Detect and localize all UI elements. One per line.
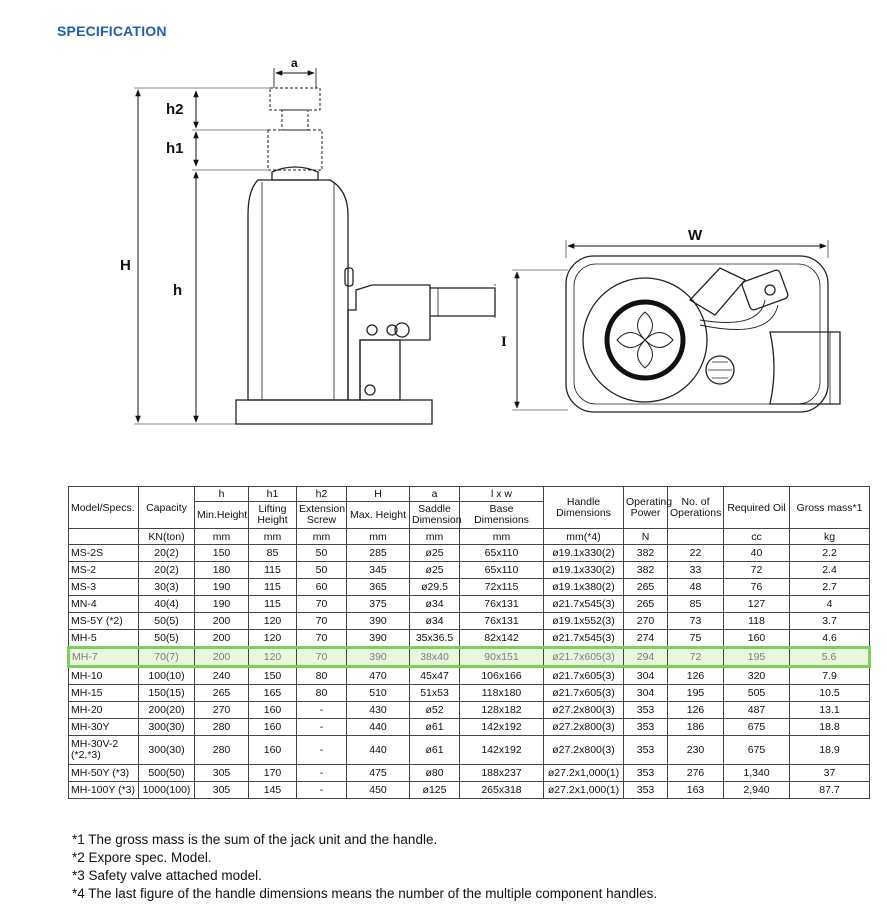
- header-symbol-h1: h1: [249, 487, 297, 502]
- footnote-2: *2 Expore spec. Model.: [72, 850, 212, 865]
- table-cell: 72: [668, 648, 724, 667]
- footnote-1: *1 The gross mass is the sum of the jack unit and the handle.: [72, 832, 438, 847]
- specification-table: [67, 486, 871, 799]
- table-cell: 7.9: [790, 667, 870, 685]
- header-row-symbols: [69, 487, 870, 502]
- table-cell: 126: [668, 667, 724, 685]
- unit-cell: KN(ton): [139, 529, 195, 545]
- table-row: [69, 736, 870, 765]
- unit-cell: kg: [790, 529, 870, 545]
- table-cell: 285: [347, 545, 410, 562]
- table-cell: 230: [668, 736, 724, 765]
- header-symbol-h2: h2: [297, 487, 347, 502]
- table-cell: 60: [297, 579, 347, 596]
- header-handle: Handle Dimensions: [544, 487, 624, 529]
- table-cell: 4.6: [790, 630, 870, 648]
- table-cell: 195: [668, 685, 724, 702]
- header-model: Model/Specs.: [69, 487, 139, 529]
- table-cell: 76x131: [460, 613, 544, 630]
- table-cell: 675: [724, 719, 790, 736]
- table-cell: 90x151: [460, 648, 544, 667]
- table-cell: 70: [297, 648, 347, 667]
- model-cell: MH-15: [69, 685, 139, 702]
- table-cell: ø27.2x800(3): [544, 719, 624, 736]
- table-cell: 1000(100): [139, 782, 195, 799]
- header-H: Max. Height: [347, 502, 410, 529]
- table-row: [69, 667, 870, 685]
- header-symbol-h: h: [195, 487, 249, 502]
- table-row: [69, 702, 870, 719]
- table-cell: ø19.1x380(2): [544, 579, 624, 596]
- table-cell: 440: [347, 719, 410, 736]
- dim-label-a: a: [291, 56, 298, 70]
- table-cell: 160: [249, 719, 297, 736]
- table-cell: 270: [624, 613, 668, 630]
- table-cell: 270: [195, 702, 249, 719]
- table-cell: ø27.2x1,000(1): [544, 765, 624, 782]
- table-cell: ø19.1x552(3): [544, 613, 624, 630]
- table-cell: 30(3): [139, 579, 195, 596]
- table-cell: 5.6: [790, 648, 870, 667]
- table-cell: 100(10): [139, 667, 195, 685]
- table-cell: -: [297, 719, 347, 736]
- table-cell: 4: [790, 596, 870, 613]
- top-view: [566, 256, 840, 412]
- table-cell: 475: [347, 765, 410, 782]
- unit-cell: [668, 529, 724, 545]
- model-cell: MH-30Y: [69, 719, 139, 736]
- footnotes: [72, 831, 657, 903]
- table-cell: 170: [249, 765, 297, 782]
- table-cell: 1,340: [724, 765, 790, 782]
- table-cell: 20(2): [139, 562, 195, 579]
- table-row: [69, 545, 870, 562]
- table-cell: ø19.1x330(2): [544, 562, 624, 579]
- table-cell: 80: [297, 667, 347, 685]
- table-cell: 18.9: [790, 736, 870, 765]
- model-cell: MS-3: [69, 579, 139, 596]
- table-cell: 118x180: [460, 685, 544, 702]
- table-cell: 353: [624, 765, 668, 782]
- header-power: Operating Power: [624, 487, 668, 529]
- table-cell: ø27.2x1,000(1): [544, 782, 624, 799]
- table-cell: 150(15): [139, 685, 195, 702]
- table-cell: 188x237: [460, 765, 544, 782]
- table-cell: 470: [347, 667, 410, 685]
- table-cell: 51x53: [410, 685, 460, 702]
- table-cell: 190: [195, 579, 249, 596]
- table-cell: 265x318: [460, 782, 544, 799]
- table-cell: 2,940: [724, 782, 790, 799]
- header-symbol-H: H: [347, 487, 410, 502]
- table-row: [69, 613, 870, 630]
- model-cell: MH-50Y (*3): [69, 765, 139, 782]
- table-cell: 85: [249, 545, 297, 562]
- table-cell: 353: [624, 736, 668, 765]
- table-cell: ø27.2x800(3): [544, 702, 624, 719]
- table-cell: 2.4: [790, 562, 870, 579]
- table-cell: 345: [347, 562, 410, 579]
- table-cell: 70: [297, 596, 347, 613]
- unit-cell: mm: [195, 529, 249, 545]
- side-dimensions: [134, 68, 316, 424]
- table-cell: 450: [347, 782, 410, 799]
- table-cell: 33: [668, 562, 724, 579]
- table-cell: 40(4): [139, 596, 195, 613]
- table-cell: 200(20): [139, 702, 195, 719]
- table-cell: 305: [195, 765, 249, 782]
- table-cell: 390: [347, 630, 410, 648]
- table-cell: ø21.7x605(3): [544, 648, 624, 667]
- table-cell: 305: [195, 782, 249, 799]
- units-model-cell: [69, 529, 139, 545]
- table-cell: ø21.7x545(3): [544, 630, 624, 648]
- unit-cell: mm: [410, 529, 460, 545]
- table-row: [69, 562, 870, 579]
- table-cell: ø21.7x545(3): [544, 596, 624, 613]
- model-cell: MS-2S: [69, 545, 139, 562]
- table-cell: 320: [724, 667, 790, 685]
- header-oil: Required Oil: [724, 487, 790, 529]
- table-row: [69, 719, 870, 736]
- table-cell: 142x192: [460, 719, 544, 736]
- table-cell: 675: [724, 736, 790, 765]
- dim-label-W: W: [688, 227, 703, 244]
- unit-cell: mm: [460, 529, 544, 545]
- top-dimensions: [512, 240, 828, 410]
- table-cell: 87.7: [790, 782, 870, 799]
- table-cell: 82x142: [460, 630, 544, 648]
- table-cell: 115: [249, 579, 297, 596]
- table-cell: 50: [297, 562, 347, 579]
- table-cell: 70(7): [139, 648, 195, 667]
- table-cell: 65x110: [460, 562, 544, 579]
- table-cell: 300(30): [139, 736, 195, 765]
- table-cell: 2.7: [790, 579, 870, 596]
- table-cell: 505: [724, 685, 790, 702]
- table-cell: 160: [249, 702, 297, 719]
- table-cell: 510: [347, 685, 410, 702]
- table-cell: 382: [624, 562, 668, 579]
- table-cell: -: [297, 765, 347, 782]
- table-cell: ø52: [410, 702, 460, 719]
- table-cell: 353: [624, 719, 668, 736]
- table-cell: 304: [624, 685, 668, 702]
- table-cell: 186: [668, 719, 724, 736]
- header-h: Min.Height: [195, 502, 249, 529]
- table-cell: 265: [624, 596, 668, 613]
- table-cell: 200: [195, 630, 249, 648]
- table-row: [69, 782, 870, 799]
- table-cell: 120: [249, 613, 297, 630]
- table-cell: 45x47: [410, 667, 460, 685]
- model-cell: MS-5Y (*2): [69, 613, 139, 630]
- table-cell: 487: [724, 702, 790, 719]
- table-cell: 353: [624, 702, 668, 719]
- model-cell: MN-4: [69, 596, 139, 613]
- table-cell: 200: [195, 648, 249, 667]
- table-cell: 72: [724, 562, 790, 579]
- table-cell: 265: [624, 579, 668, 596]
- table-row: [69, 596, 870, 613]
- table-cell: 365: [347, 579, 410, 596]
- table-cell: 65x110: [460, 545, 544, 562]
- table-row: [69, 630, 870, 648]
- table-cell: 37: [790, 765, 870, 782]
- table-cell: 382: [624, 545, 668, 562]
- table-cell: 274: [624, 630, 668, 648]
- table-cell: ø34: [410, 613, 460, 630]
- table-cell: 160: [724, 630, 790, 648]
- table-cell: 80: [297, 685, 347, 702]
- side-view: [236, 88, 495, 424]
- table-cell: 145: [249, 782, 297, 799]
- header-lxw: Base Dimensions: [460, 502, 544, 529]
- table-cell: 163: [668, 782, 724, 799]
- table-cell: 150: [195, 545, 249, 562]
- table-cell: 160: [249, 736, 297, 765]
- header-symbol-a: a: [410, 487, 460, 502]
- header-h1: Lifting Height: [249, 502, 297, 529]
- table-cell: 375: [347, 596, 410, 613]
- table-cell: 150: [249, 667, 297, 685]
- table-cell: 20(2): [139, 545, 195, 562]
- table-cell: 142x192: [460, 736, 544, 765]
- dim-label-h: h: [173, 282, 183, 299]
- unit-cell: mm: [249, 529, 297, 545]
- table-cell: 265: [195, 685, 249, 702]
- table-cell: 390: [347, 613, 410, 630]
- table-cell: 73: [668, 613, 724, 630]
- model-cell: MH-100Y (*3): [69, 782, 139, 799]
- table-cell: 115: [249, 562, 297, 579]
- dim-label-h2: h2: [166, 101, 184, 118]
- model-cell: MH-10: [69, 667, 139, 685]
- table-cell: -: [297, 736, 347, 765]
- table-cell: 118: [724, 613, 790, 630]
- table-cell: ø34: [410, 596, 460, 613]
- header-capacity: Capacity: [139, 487, 195, 529]
- table-cell: 22: [668, 545, 724, 562]
- table-cell: 276: [668, 765, 724, 782]
- table-cell: 70: [297, 630, 347, 648]
- model-cell: MH-30V-2 (*2,*3): [69, 736, 139, 765]
- footnote-4: *4 The last figure of the handle dimensions means the number of the multiple component handles.: [72, 886, 658, 901]
- table-cell: 76x131: [460, 596, 544, 613]
- table-cell: 50: [297, 545, 347, 562]
- model-cell: MH-5: [69, 630, 139, 648]
- table-cell: 40: [724, 545, 790, 562]
- table-cell: 280: [195, 736, 249, 765]
- table-cell: 430: [347, 702, 410, 719]
- table-cell: 120: [249, 648, 297, 667]
- table-cell: 390: [347, 648, 410, 667]
- table-cell: ø80: [410, 765, 460, 782]
- table-cell: ø27.2x800(3): [544, 736, 624, 765]
- table-cell: 106x166: [460, 667, 544, 685]
- table-cell: 2.2: [790, 545, 870, 562]
- unit-cell: mm(*4): [544, 529, 624, 545]
- units-row: [69, 529, 870, 545]
- table-cell: 353: [624, 782, 668, 799]
- table-cell: 75: [668, 630, 724, 648]
- table-cell: 50(5): [139, 613, 195, 630]
- table-cell: 190: [195, 596, 249, 613]
- table-cell: 120: [249, 630, 297, 648]
- dim-label-H: H: [120, 257, 131, 274]
- table-cell: ø25: [410, 545, 460, 562]
- table-cell: 72x115: [460, 579, 544, 596]
- table-cell: 48: [668, 579, 724, 596]
- table-cell: 70: [297, 613, 347, 630]
- table-cell: 18.8: [790, 719, 870, 736]
- model-cell: MH-7: [69, 648, 139, 667]
- table-cell: 294: [624, 648, 668, 667]
- table-cell: 35x36.5: [410, 630, 460, 648]
- table-row: [69, 685, 870, 702]
- table-cell: 13.1: [790, 702, 870, 719]
- unit-cell: mm: [347, 529, 410, 545]
- table-cell: ø21.7x605(3): [544, 685, 624, 702]
- table-cell: 180: [195, 562, 249, 579]
- table-cell: ø61: [410, 719, 460, 736]
- header-h2: Extension Screw: [297, 502, 347, 529]
- table-cell: -: [297, 782, 347, 799]
- table-row: [69, 648, 870, 667]
- header-a: Saddle Dimension: [410, 502, 460, 529]
- table-cell: ø61: [410, 736, 460, 765]
- footnote-3: *3 Safety valve attached model.: [72, 868, 262, 883]
- table-cell: 3.7: [790, 613, 870, 630]
- table-cell: 240: [195, 667, 249, 685]
- table-cell: 128x182: [460, 702, 544, 719]
- table-cell: 440: [347, 736, 410, 765]
- table-cell: 127: [724, 596, 790, 613]
- table-cell: 10.5: [790, 685, 870, 702]
- table-row: [69, 579, 870, 596]
- table-cell: 200: [195, 613, 249, 630]
- table-cell: 300(30): [139, 719, 195, 736]
- header-symbol-lxw: l x w: [460, 487, 544, 502]
- model-cell: MS-2: [69, 562, 139, 579]
- model-cell: MH-20: [69, 702, 139, 719]
- table-cell: 50(5): [139, 630, 195, 648]
- table-cell: ø21.7x605(3): [544, 667, 624, 685]
- table-row: [69, 765, 870, 782]
- table-cell: ø25: [410, 562, 460, 579]
- table-cell: 126: [668, 702, 724, 719]
- table-cell: ø29.5: [410, 579, 460, 596]
- table-cell: 165: [249, 685, 297, 702]
- table-cell: 38x40: [410, 648, 460, 667]
- unit-cell: N: [624, 529, 668, 545]
- page-title: SPECIFICATION: [57, 23, 167, 39]
- dim-label-I: I: [501, 334, 507, 350]
- table-cell: 280: [195, 719, 249, 736]
- table-cell: 85: [668, 596, 724, 613]
- header-ops: No. of Operations: [668, 487, 724, 529]
- table-cell: 76: [724, 579, 790, 596]
- table-cell: -: [297, 702, 347, 719]
- unit-cell: cc: [724, 529, 790, 545]
- table-cell: 195: [724, 648, 790, 667]
- table-cell: ø19.1x330(2): [544, 545, 624, 562]
- table-cell: ø125: [410, 782, 460, 799]
- table-cell: 500(50): [139, 765, 195, 782]
- unit-cell: mm: [297, 529, 347, 545]
- dim-label-h1: h1: [166, 140, 184, 157]
- table-cell: 115: [249, 596, 297, 613]
- table-cell: 304: [624, 667, 668, 685]
- header-mass: Gross mass*1: [790, 487, 870, 529]
